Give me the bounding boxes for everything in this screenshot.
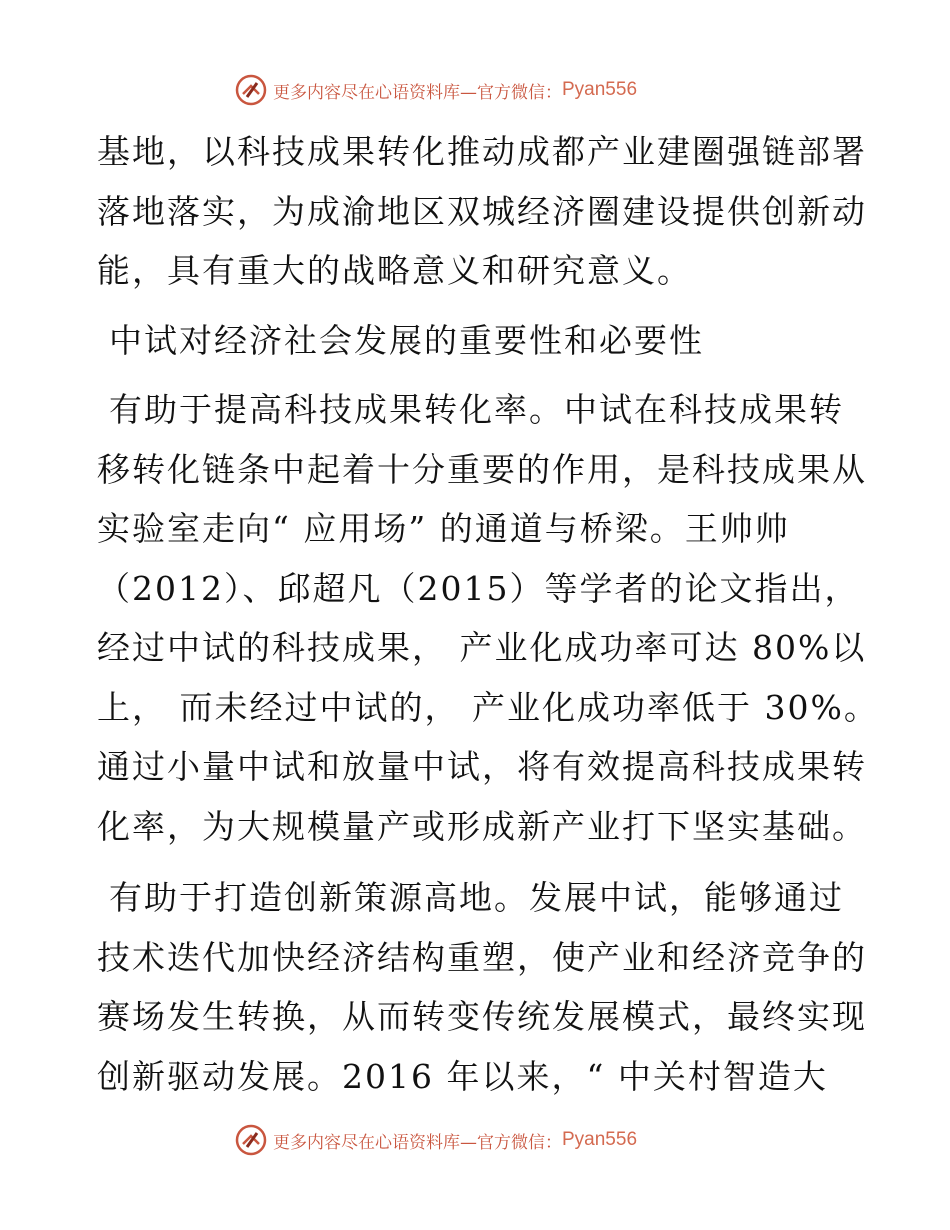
text-line: 能，具有重大的战略意义和研究意义。 [97, 251, 692, 290]
paragraph-1 [97, 122, 867, 301]
text-line: 创新驱动发展。2016 年以来，“ 中关村智造大 [97, 1056, 828, 1096]
text-line: 上， 而未经过中试的， 产业化成功率低于 30%。 [97, 687, 879, 727]
text-line: 化率，为大规模量产或形成新产业打下坚实基础。 [97, 806, 867, 846]
text-line: 赛场发生转换，从而转变传统发展模式，最终实现 [97, 997, 867, 1036]
watermark-text: 更多内容尽在心语资料库—官方微信： [273, 82, 562, 103]
paragraph-3 [97, 868, 867, 1106]
watermark-wechat-id: Pyan556 [562, 79, 638, 100]
text-line: 有助于提高科技成果转化率。中试在科技成果转 [109, 390, 844, 429]
document-body [97, 122, 879, 1106]
header-watermark [235, 73, 755, 107]
watermark-text: 更多内容尽在心语资料库—官方微信： [273, 1132, 562, 1153]
text-line: 落地落实，为成渝地区双城经济圈建设提供创新动 [97, 191, 867, 231]
text-line: 通过小量中试和放量中试，将有效提高科技成果转 [97, 747, 867, 786]
text-line: 经过中试的科技成果， 产业化成功率可达 80%以 [97, 628, 867, 667]
book-pen-logo-icon [235, 74, 267, 106]
text-line: （2012）、邱超凡（2015）等学者的论文指出， [97, 568, 860, 608]
text-line: 移转化链条中起着十分重要的作用，是科技成果从 [97, 449, 867, 489]
text-line: 基地，以科技成果转化推动成都产业建圈强链部署 [97, 132, 867, 171]
section-heading [97, 311, 857, 371]
text-line: 技术迭代加快经济结构重塑，使产业和经济竞争的 [97, 937, 867, 977]
text-line: 实验室走向“ 应用场” 的通道与桥梁。王帅帅 [97, 509, 790, 548]
watermark-wechat-id: Pyan556 [562, 1129, 638, 1150]
footer-watermark [235, 1123, 755, 1157]
book-pen-logo-icon [235, 1124, 267, 1156]
paragraph-2 [97, 380, 879, 856]
text-line: 有助于打造创新策源高地。发展中试，能够通过 [109, 878, 844, 917]
heading-text: 中试对经济社会发展的重要性和必要性 [109, 320, 704, 360]
